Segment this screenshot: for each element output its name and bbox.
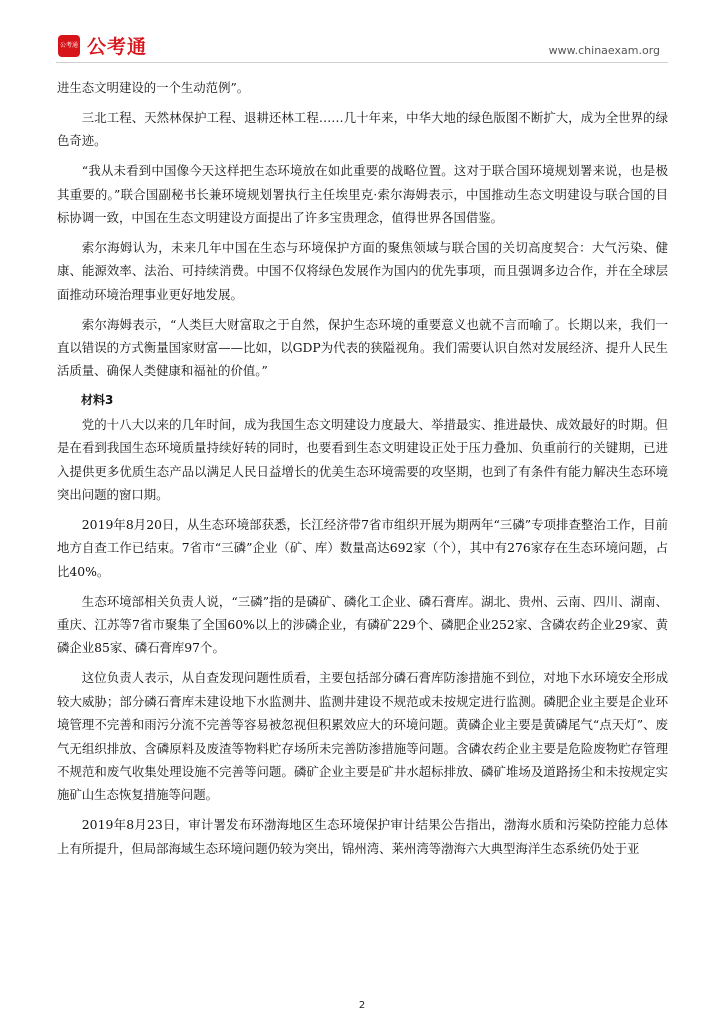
section-heading: 材料3 xyxy=(81,393,114,408)
paragraph: 这位负责人表示，从自查发现问题性质看，主要包括部分磷石膏库防渗措施不到位，对地下水环境安全形成较大威胁；部分磷石膏库未建设地下水监测井、监测井建设不规范或未按规定进行监测。磷肥企业主要是企业环境管理不完善和雨污分流不完善等容易被忽视但积累效应大的环境问题。黄磷企业主要是黄磷尾气“点天灯”、废气无组织排放、含磷原料及废渣等物料贮存场所未完善防渗措施等问题。含磷农药企业主要是危险废物贮存管理不规范和废气收集处理设施不完善等问题。磷矿企业主要是矿井水超标排放、磷矿堆场及道路扬尘和未按规定实施矿山生态恢复措施等问题。 xyxy=(57,670,668,803)
document-body xyxy=(57,76,668,860)
paragraph: 2019年8月20日，从生态环境部获悉，长江经济带7省市组织开展为期两年“三磷”专项排查整治工作，目前地方自查工作已结束。7省市“三磷”企业（矿、库）数量高达692家（个），其中有276家存在生态环境问题，占比40%。 xyxy=(57,516,668,579)
logo-text: 公考通 xyxy=(87,36,148,58)
paragraph: “我从未看到中国像今天这样把生态环境放在如此重要的战略位置。这对于联合国环境规划署来说，也是极其重要的。”联合国副秘书长兼环境规划署执行主任埃里克·索尔海姆表示，中国推动生态文明建设与联合国的目标协调一致，中国在生态文明建设方面提出了许多宝贵理念，值得世界各国借鉴。 xyxy=(57,163,668,226)
paragraph: 2019年8月23日，审计署发布环渤海地区生态环境保护审计结果公告指出，渤海水质和污染防控能力总体上有所提升，但局部海域生态环境问题仍较为突出，锦州湾、莱州湾等渤海六大典型海洋生态系统仍处于亚 xyxy=(57,817,668,856)
brand-logo[interactable] xyxy=(58,32,147,59)
paragraph: 索尔海姆认为，未来几年中国在生态与环境保护方面的聚焦领域与联合国的关切高度契合：大气污染、健康、能源效率、法治、可持续消费。中国不仅将绿色发展作为国内的优先事项，而且强调多边合作，并在全球层面推动环境治理事业更好地发展。 xyxy=(57,239,668,302)
paragraph: 党的十八大以来的几年时间，成为我国生态文明建设力度最大、举措最实、推进最快、成效最好的时期。但是在看到我国生态环境质量持续好转的同时，也要看到生态文明建设正处于压力叠加、负重前行的关键期，已进入提供更多优质生态产品以满足人民日益增长的优美生态环境需要的攻坚期，也到了有条件有能力解决生态环境突出问题的窗口期。 xyxy=(57,416,668,502)
page-header xyxy=(58,30,660,60)
paragraph: 三北工程、天然林保护工程、退耕还林工程……几十年来，中华大地的绿色版图不断扩大，成为全世界的绿色奇迹。 xyxy=(57,109,668,149)
page-number: 2 xyxy=(358,1000,366,1011)
paragraph: 生态环境部相关负责人说，“三磷”指的是磷矿、磷化工企业、磷石膏库。湖北、贵州、云南、四川、湖南、重庆、江苏等7省市聚集了全国60%以上的涉磷企业，有磷矿229个、磷肥企业252家、含磷农药企业29家、黄磷企业85家、磷石膏库97个。 xyxy=(57,593,668,656)
paragraph: 进生态文明建设的一个生动范例”。 xyxy=(57,80,250,95)
paragraph: 索尔海姆表示，“人类巨大财富取之于自然，保护生态环境的重要意义也就不言而喻了。长期以来，我们一直以错误的方式衡量国家财富——比如，以GDP为代表的狭隘视角。我们需要认识自然对发展经济、提升人民生活质量、确保人类健康和福祉的价值。” xyxy=(57,316,668,379)
header-divider xyxy=(56,62,668,63)
logo-badge-icon: 公考通 xyxy=(58,35,80,57)
site-url-link[interactable]: www.chinaexam.org xyxy=(548,44,660,57)
